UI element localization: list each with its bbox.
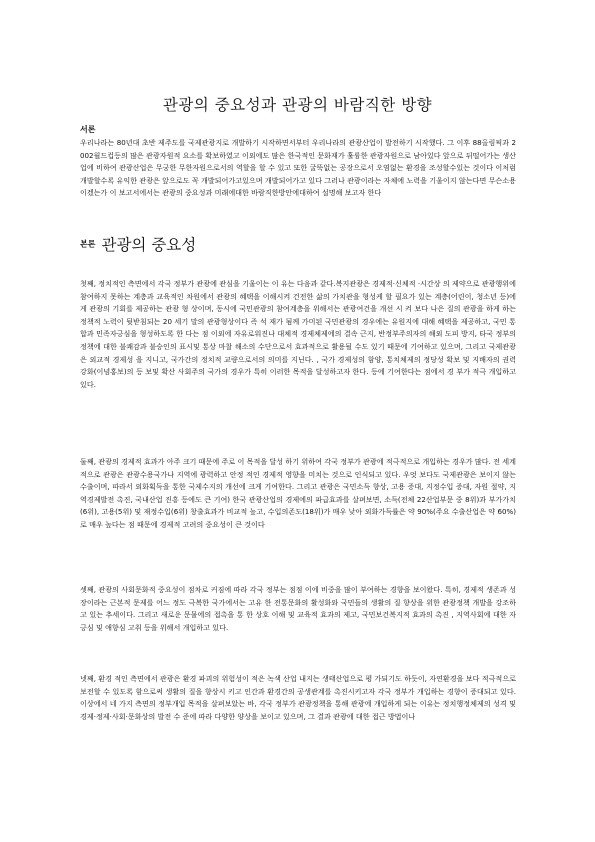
body-paragraph-1: 첫째, 정치적인 측면에서 각국 정부가 관광에 관심을 기울이는 이 유는 다음과 같다.복지관광은 경제적·신체적 ·시간상 의 제약으로 관광행위에 참여하지 못하는 계층과 교육적인 차원에서 관광의 혜택을 이해시켜 건전한 삶의 가치관을 형성케 할 필요가 있는 계층(어린이, 청소년 등)에게 관광의 기회를 제공하는 관광 형 상이며, 동시에 국민관광의 참여계층을 위해서는 관광여건을 개선 시 켜 보다 나은 질의 관광을 하게 하는 정책적 노력이 뒷받침되는 20 세기 말의 관광형상이다 즉 석 재가 됨께 가미된 국민관광의 경우에는 유원지에 대해 혜택을 제공하고, 국민 통합과 민족자긍심을 형성하도록 한 다는 점 이외에 자유로워진나 대체적 경제체제에의 결속 근지, 반정부주의자의 해외 도피 방지, 타국 정부의 정책에 대한 불쾌감과 불승인의 표시및 통상 마찰 해소의 수단으로서 효과적으로 활용될 수도 있기 때문에 기여하고 있으며, 그리고 국제관광은 외교적 경제성 을 지니고, 국가간의 정치적 교량으로서의 의미를 지닌다. , 국가 경제성의 함양, 통치체제의 정당성 확보 및 지배자의 권력 강화(이념홍보)의 등 보및 확산 사회주의 국가의 경우가 특히 이러한 목적을 달성하고자 한다. 등에 기여한다는 점에서 경 부가 적극 개입하고 있다. [80, 279, 516, 389]
body-paragraph-4: 넷째, 환경 적인 측면에서 관광은 환경 파괴의 위험성이 적은 녹색 산업 내지는 생태산업으로 평 가되기도 하듯이, 자연환경을 보다 적극적으로 보전할 수 있도록 함으로써 생활의 질을 향상시 키고 인간과 환경간의 공생관계를 촉진시키고자 각국 정부가 개입하는 경향이 증대되고 있다. 이상에서 네 가지 측면의 정부개입 목적을 살펴보았는 바, 각국 정부가 관광정책을 통해 관광에 개입하게 되는 이유는 정치행정체제의 성격 및 경제·정제·사회·문화상의 발전 수 준에 따라 다양한 양상을 보이고 있으며, 그 결과 관광에 대한 접근 방법이나 [80, 674, 516, 721]
section-title: 관광의 중요성 [101, 236, 197, 254]
intro-paragraph: 우리나라는 80년대 초반 제주도를 국제관광지로 개발하기 시작하면서부터 우리나라의 관광산업이 발전하기 시작했다. 그 이후 88올림픽과 2002월드컵등의 많은 관광자원적 요소를 확보하였고 이외에도 많은 한국적인 문화재가 훌륭한 관광자원으로 남아있다 앞으로 뒤떨어가는 생산업에 비하여 관광산업은 무궁한 무한자원으로서의 역할을 할 수 있고 또한 굴뚝없는 공장으로서 오염없는 환경을 조성할수있는 것이다 이처럼 개발할수록 유익한 관광은 앞으로도 꼭 개발되어가고있으며 개발되어가고 있다 그러나 관광이라는 자체에 노력을 기울이지 않는다면 무슨소용이겠는가 이 보고서에서는 관광의 중요성과 미래에대한 바람직한방안에대하여 설명해 보고자 한다 [80, 138, 516, 198]
body-paragraph-2: 둘째, 관광의 경제적 효과가 아주 크기 때문에 주로 이 목적을 달성 하기 위하여 각국 정부가 관광에 적극적으로 개입하는 경우가 많다. 전 세계적으로 관광은 관광수용국가나 지역에 광력하고 안정 적인 경제적 영향을 미치는 것으로 인식되고 있다. 우엇 보다도 국제관광은 보이지 않는 수출이며, 따라서 외화획득을 통한 국제수지의 개선에 크게 기여한다. 그리고 관광은 국민소득 향상, 고용 증대, 지정수입 증대, 자원 절약, 지역경제발전 촉진, 국내산업 진흥 등에도 큰 기여) 한국 관광산업의 경제에의 파급효과를 살펴보면, 소득(전체 22산업부문 중 8위)과 부가가치 (6위), 고용(5위) 및 재정수입(6위) 창출효과가 비교적 높고, 수입의존도(18위)가 매우 낮아 외화가득률은 약 90%(주요 수출산업은 약 60%)로 매우 높다는 점 때문에 경제적 고려의 중요성이 큰 것이다 [80, 457, 516, 529]
body-paragraph-3: 셋째, 관광의 사회문화적 중요성이 점차로 커짐에 따라 각국 정부는 점점 이에 비중을 많이 부여하는 경향을 보이왔다. 특히, 경제적 생존과 성장이라는 근본적 문제를 어느 정도 극복한 국가에서는 고유 한 전통문화의 활성화와 국민들의 생활의 질 향상을 위한 관광정책 개발을 강조하고 있는 추세이다. 그리고 새로운 문물에의 접촉을 통 한 상호 이해 및 교육적 효과의 제고, 국민보건복지적 효과의 촉진 , 지역사회에 대한 자긍심 및 애향심 고취 등을 위해서 개입하고 있다. [80, 585, 516, 632]
section-heading [80, 233, 196, 255]
intro-label: 서론 [80, 125, 96, 134]
document-title: 관광의 중요성과 관광의 바람직한 방향 [162, 96, 433, 114]
section-tag: 본론 [80, 239, 96, 249]
